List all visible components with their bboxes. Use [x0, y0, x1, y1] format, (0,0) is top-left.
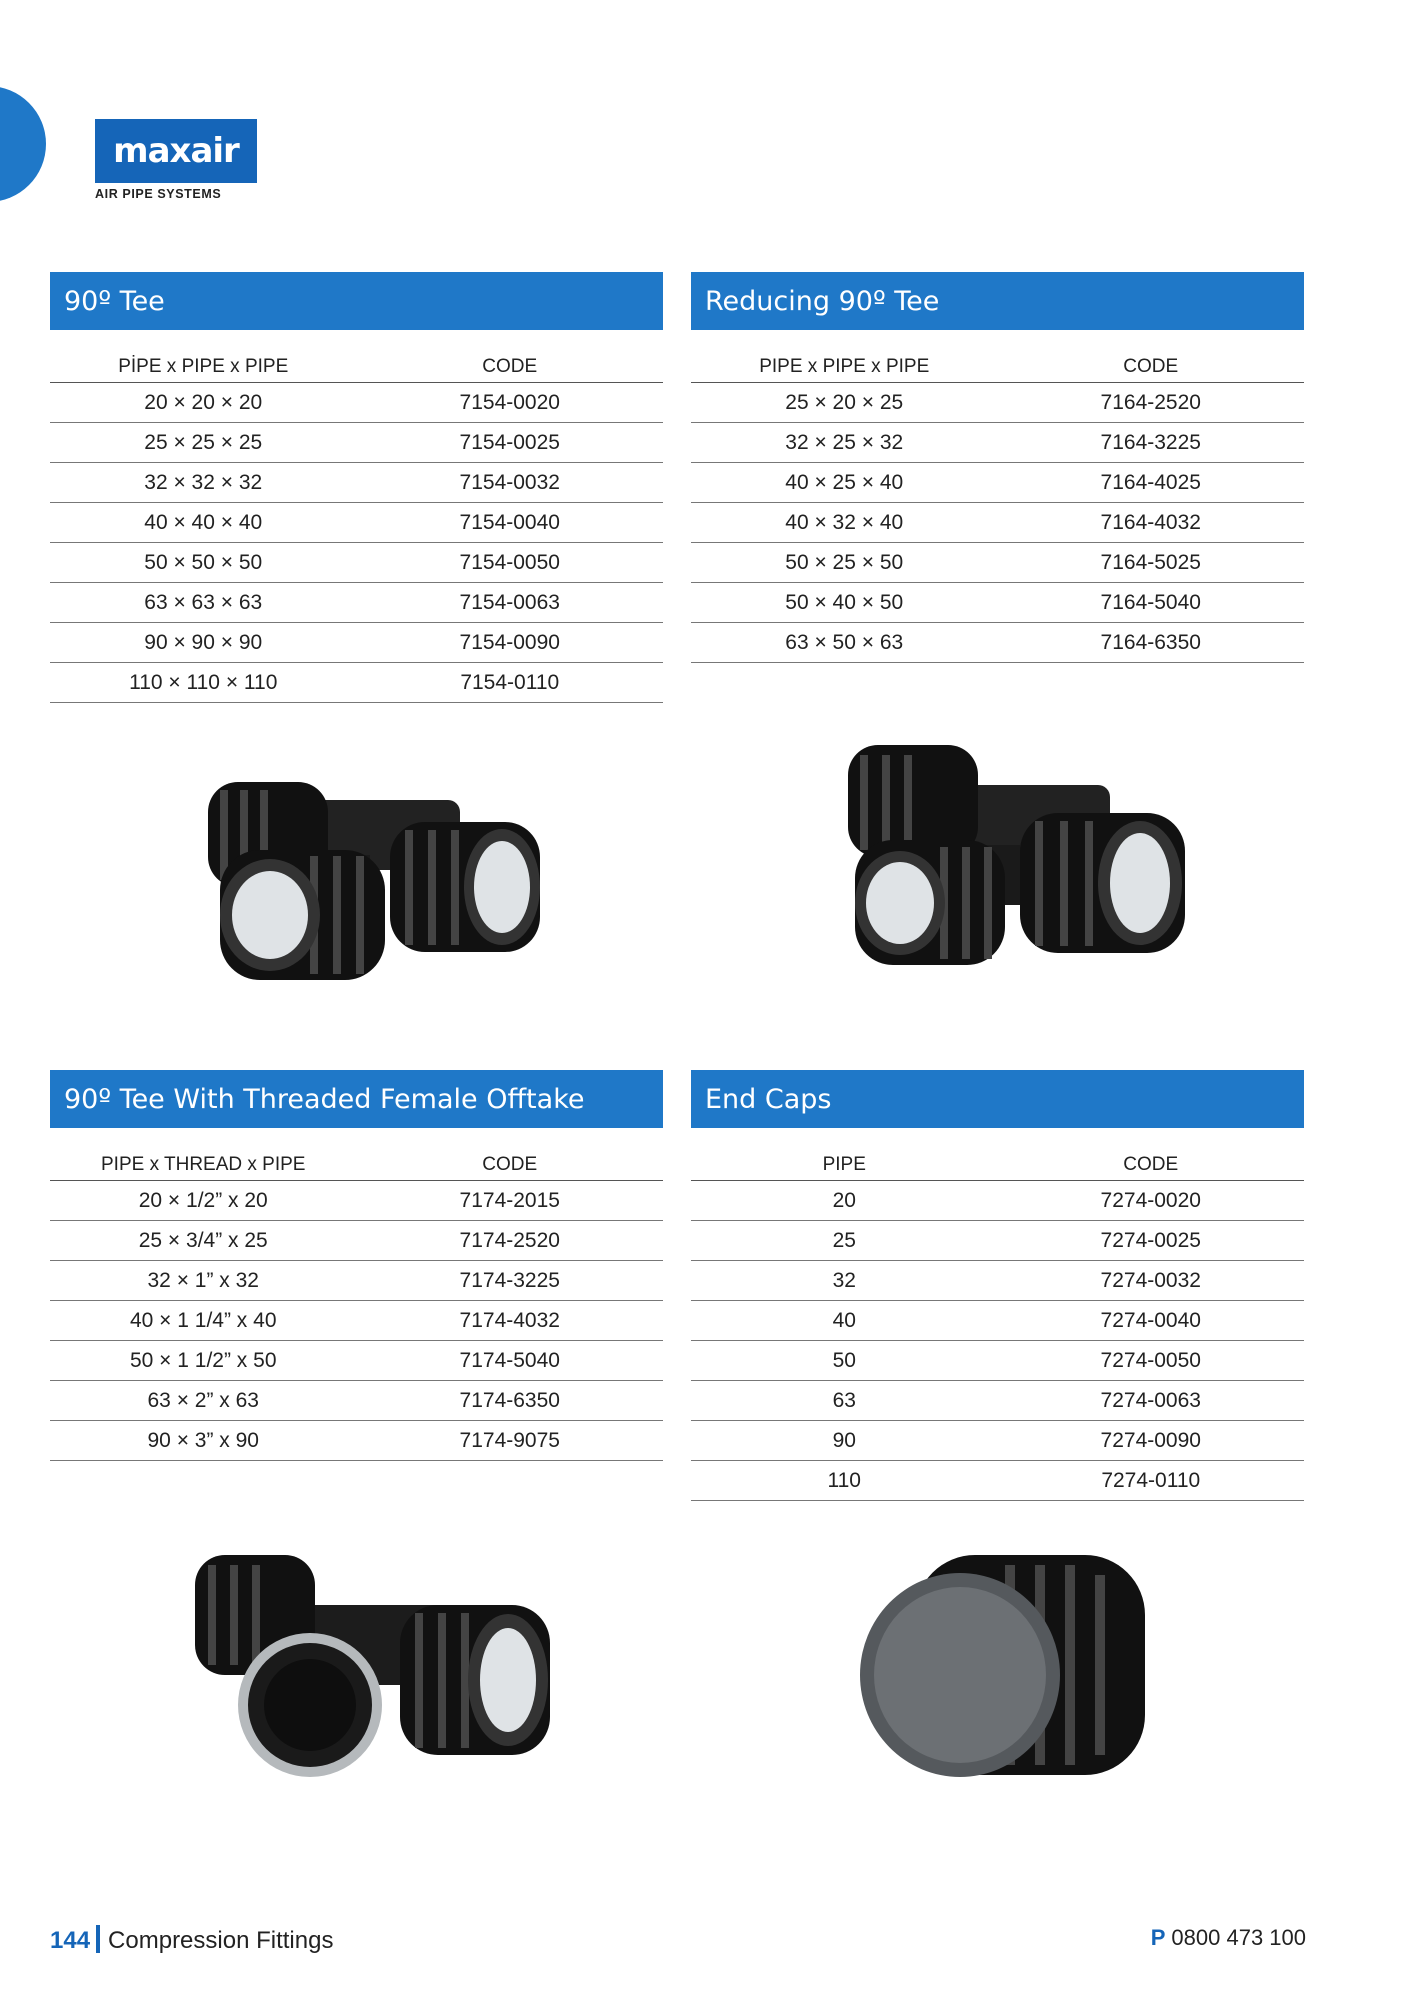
- table-row: [50, 1341, 663, 1381]
- section-end-caps: [691, 1070, 1304, 1501]
- code-cell: 7154-0110: [357, 663, 664, 703]
- code-cell: 7174-3225: [357, 1261, 664, 1301]
- column-header-size: PIPE: [691, 1146, 998, 1181]
- product-table: [50, 1146, 663, 1461]
- size-cell: 50: [691, 1341, 998, 1381]
- size-cell: 90 × 90 × 90: [50, 623, 357, 663]
- divider: [96, 1925, 100, 1953]
- size-cell: 25 × 3/4” x 25: [50, 1221, 357, 1261]
- size-cell: 40 × 32 × 40: [691, 503, 998, 543]
- code-cell: 7274-0050: [998, 1341, 1305, 1381]
- maxair-logo: [95, 119, 257, 201]
- logo-wordmark: maxair: [95, 119, 257, 183]
- size-cell: 32 × 25 × 32: [691, 423, 998, 463]
- phone-prefix: P: [1150, 1925, 1166, 1950]
- size-cell: 90 × 3” x 90: [50, 1421, 357, 1461]
- code-cell: 7174-2520: [357, 1221, 664, 1261]
- size-cell: 20: [691, 1181, 998, 1221]
- column-header-code: CODE: [357, 348, 664, 383]
- code-cell: 7174-9075: [357, 1421, 664, 1461]
- reducing-tee-fitting-image: [840, 735, 1200, 975]
- table-row: [691, 1421, 1304, 1461]
- table-row: [691, 383, 1304, 423]
- size-cell: 50 × 50 × 50: [50, 543, 357, 583]
- table-row: [50, 503, 663, 543]
- table-row: [691, 1221, 1304, 1261]
- column-header-code: CODE: [998, 1146, 1305, 1181]
- code-cell: 7154-0032: [357, 463, 664, 503]
- code-cell: 7274-0025: [998, 1221, 1305, 1261]
- code-cell: 7164-4025: [998, 463, 1305, 503]
- table-row: [691, 1381, 1304, 1421]
- size-cell: 25: [691, 1221, 998, 1261]
- table-row: [50, 1261, 663, 1301]
- phone-number: 0800 473 100: [1171, 1925, 1306, 1950]
- size-cell: 25 × 25 × 25: [50, 423, 357, 463]
- section-title: Reducing 90º Tee: [691, 272, 1304, 330]
- code-cell: 7274-0020: [998, 1181, 1305, 1221]
- code-cell: 7164-3225: [998, 423, 1305, 463]
- code-cell: 7174-4032: [357, 1301, 664, 1341]
- column-header-code: CODE: [357, 1146, 664, 1181]
- size-cell: 63 × 50 × 63: [691, 623, 998, 663]
- size-cell: 20 × 1/2” x 20: [50, 1181, 357, 1221]
- table-row: [50, 583, 663, 623]
- code-cell: 7174-2015: [357, 1181, 664, 1221]
- table-row: [50, 423, 663, 463]
- footer-page-label: [50, 1925, 333, 1955]
- table-row: [691, 583, 1304, 623]
- logo-tagline: AIR PIPE SYSTEMS: [95, 187, 222, 201]
- product-table: [691, 348, 1304, 663]
- code-cell: 7164-5040: [998, 583, 1305, 623]
- tee-fitting-image: [200, 760, 560, 990]
- column-header-code: CODE: [998, 348, 1305, 383]
- table-row: [691, 423, 1304, 463]
- code-cell: 7274-0032: [998, 1261, 1305, 1301]
- size-cell: 90: [691, 1421, 998, 1461]
- code-cell: 7154-0063: [357, 583, 664, 623]
- table-row: [50, 1221, 663, 1261]
- table-row: [691, 543, 1304, 583]
- footer-section-name: Compression Fittings: [108, 1927, 334, 1954]
- section-tee: [50, 272, 663, 703]
- footer-phone: [1151, 1925, 1306, 1951]
- table-row: [50, 1181, 663, 1221]
- table-row: [50, 1381, 663, 1421]
- code-cell: 7154-0025: [357, 423, 664, 463]
- product-table: [691, 1146, 1304, 1501]
- size-cell: 32: [691, 1261, 998, 1301]
- table-row: [691, 1181, 1304, 1221]
- size-cell: 50 × 25 × 50: [691, 543, 998, 583]
- size-cell: 63: [691, 1381, 998, 1421]
- code-cell: 7174-6350: [357, 1381, 664, 1421]
- size-cell: 63 × 63 × 63: [50, 583, 357, 623]
- section-title: End Caps: [691, 1070, 1304, 1128]
- code-cell: 7274-0040: [998, 1301, 1305, 1341]
- size-cell: 110 × 110 × 110: [50, 663, 357, 703]
- section-title: 90º Tee: [50, 272, 663, 330]
- code-cell: 7164-2520: [998, 383, 1305, 423]
- column-header-size: PIPE x THREAD x PIPE: [50, 1146, 357, 1181]
- column-header-size: PİPE x PIPE x PIPE: [50, 348, 357, 383]
- table-row: [691, 1341, 1304, 1381]
- size-cell: 25 × 20 × 25: [691, 383, 998, 423]
- size-cell: 40: [691, 1301, 998, 1341]
- size-cell: 110: [691, 1461, 998, 1501]
- code-cell: 7274-0090: [998, 1421, 1305, 1461]
- table-row: [50, 1301, 663, 1341]
- code-cell: 7154-0050: [357, 543, 664, 583]
- size-cell: 50 × 40 × 50: [691, 583, 998, 623]
- side-tab-marker: [0, 86, 46, 202]
- section-title: 90º Tee With Threaded Female Offtake: [50, 1070, 663, 1128]
- table-row: [691, 623, 1304, 663]
- product-table: [50, 348, 663, 703]
- size-cell: 32 × 1” x 32: [50, 1261, 357, 1301]
- table-row: [50, 463, 663, 503]
- code-cell: 7154-0020: [357, 383, 664, 423]
- section-reducing-tee: [691, 272, 1304, 663]
- size-cell: 20 × 20 × 20: [50, 383, 357, 423]
- size-cell: 40 × 1 1/4” x 40: [50, 1301, 357, 1341]
- size-cell: 32 × 32 × 32: [50, 463, 357, 503]
- table-row: [691, 503, 1304, 543]
- size-cell: 40 × 40 × 40: [50, 503, 357, 543]
- code-cell: 7164-5025: [998, 543, 1305, 583]
- column-header-size: PIPE x PIPE x PIPE: [691, 348, 998, 383]
- section-threaded-tee: [50, 1070, 663, 1461]
- code-cell: 7174-5040: [357, 1341, 664, 1381]
- threaded-tee-fitting-image: [190, 1545, 560, 1815]
- table-row: [50, 543, 663, 583]
- table-row: [50, 623, 663, 663]
- code-cell: 7154-0090: [357, 623, 664, 663]
- page-number: 144: [50, 1927, 91, 1954]
- code-cell: 7164-6350: [998, 623, 1305, 663]
- table-row: [691, 1461, 1304, 1501]
- size-cell: 63 × 2” x 63: [50, 1381, 357, 1421]
- table-row: [50, 1421, 663, 1461]
- code-cell: 7274-0063: [998, 1381, 1305, 1421]
- table-row: [691, 463, 1304, 503]
- code-cell: 7274-0110: [998, 1461, 1305, 1501]
- code-cell: 7164-4032: [998, 503, 1305, 543]
- end-cap-fitting-image: [855, 1535, 1155, 1795]
- size-cell: 50 × 1 1/2” x 50: [50, 1341, 357, 1381]
- size-cell: 40 × 25 × 40: [691, 463, 998, 503]
- table-row: [50, 383, 663, 423]
- table-row: [691, 1301, 1304, 1341]
- table-row: [691, 1261, 1304, 1301]
- code-cell: 7154-0040: [357, 503, 664, 543]
- table-row: [50, 663, 663, 703]
